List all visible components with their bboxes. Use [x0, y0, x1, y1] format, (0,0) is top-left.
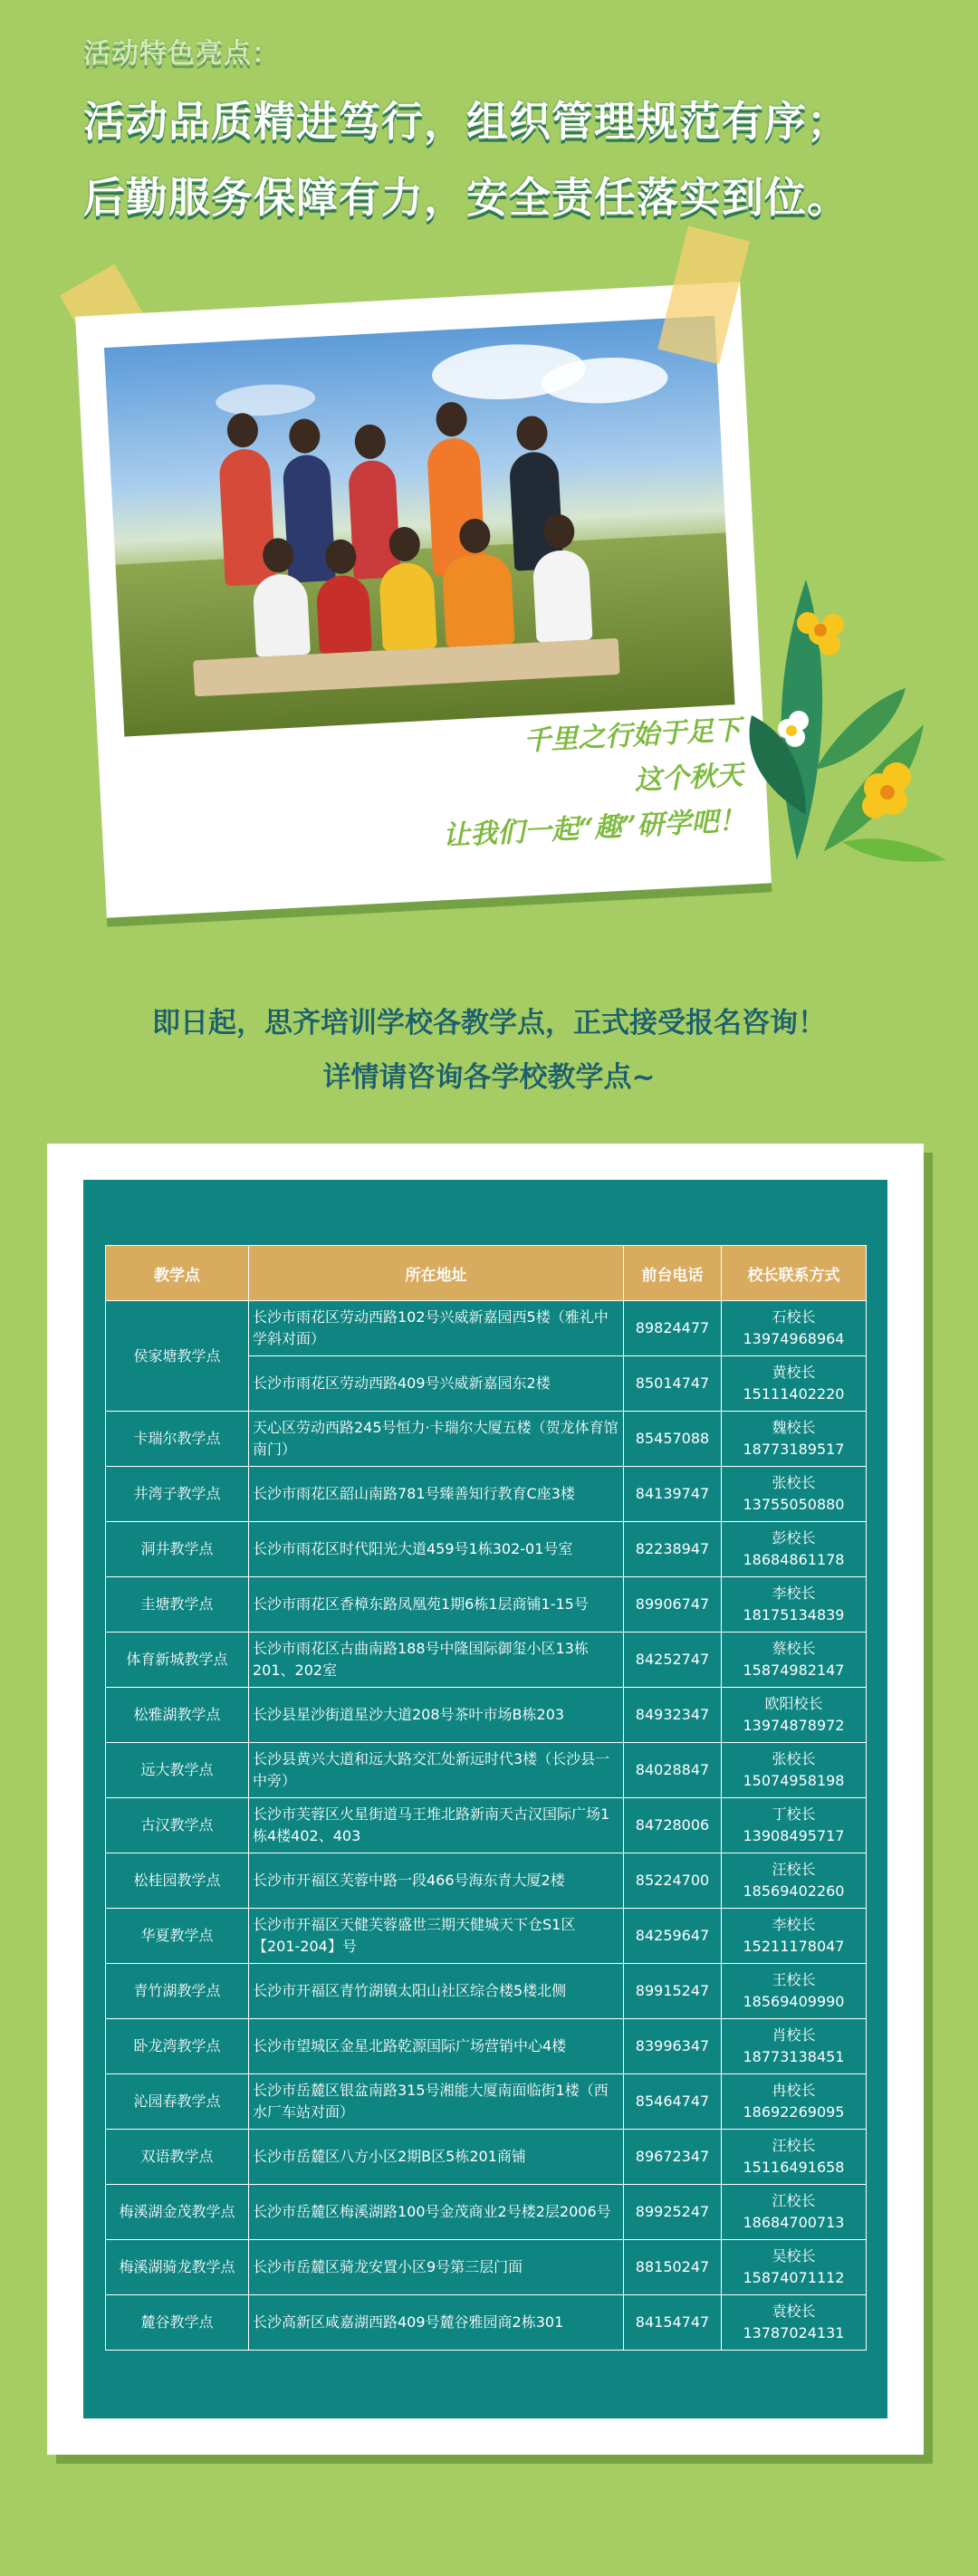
headline-faded: 活动特色亮点： — [83, 38, 280, 70]
principal-name: 黄校长 — [772, 1364, 816, 1381]
headline-line-1: 活动品质精进笃行，组织管理规范有序； — [83, 97, 849, 146]
phone-cell: 89824477 — [624, 1301, 722, 1356]
table-row — [106, 2185, 867, 2240]
site-cell: 梅溪湖骑龙教学点 — [106, 2240, 249, 2295]
caption-line-1: 千里之行始于足下 — [523, 713, 742, 758]
phone-cell: 89672347 — [624, 2130, 722, 2185]
principal-name: 汪校长 — [772, 1861, 816, 1878]
address-cell: 长沙市雨花区香樟东路凤凰苑1期6栋1层商铺1-15号 — [249, 1577, 624, 1633]
address-cell: 长沙市岳麓区梅溪湖路100号金茂商业2号楼2层2006号 — [249, 2185, 624, 2240]
intro-line-2: 详情请咨询各学校教学点~ — [322, 1061, 656, 1094]
phone-cell: 89906747 — [624, 1577, 722, 1633]
site-cell: 青竹湖教学点 — [106, 1964, 249, 2019]
table-row — [106, 1412, 867, 1467]
phone-cell: 84932347 — [624, 1688, 722, 1743]
phone-cell: 89925247 — [624, 2185, 722, 2240]
site-cell: 沁园春教学点 — [106, 2074, 249, 2130]
site-cell: 洞井教学点 — [106, 1522, 249, 1577]
table-row — [106, 2019, 867, 2074]
phone-cell: 85457088 — [624, 1412, 722, 1467]
principal-name: 汪校长 — [772, 2137, 816, 2154]
principal-cell — [722, 1909, 867, 1964]
principal-mobile: 15074958198 — [743, 1772, 845, 1789]
plant-decoration — [743, 543, 951, 869]
table-row — [106, 1909, 867, 1964]
phone-cell: 84259647 — [624, 1909, 722, 1964]
principal-name: 张校长 — [772, 1474, 816, 1491]
site-cell: 卡瑞尔教学点 — [106, 1412, 249, 1467]
address-cell: 长沙市雨花区韶山南路781号臻善知行教育C座3楼 — [249, 1467, 624, 1522]
address-cell: 长沙市雨花区古曲南路188号中隆国际御玺小区13栋201、202室 — [249, 1633, 624, 1688]
phone-cell: 85224700 — [624, 1853, 722, 1909]
site-cell: 华夏教学点 — [106, 1909, 249, 1964]
address-cell: 长沙市芙蓉区火星街道马王堆北路新南天古汉国际广场1栋4楼402、403 — [249, 1798, 624, 1853]
principal-name: 李校长 — [772, 1916, 816, 1933]
principal-cell — [722, 1688, 867, 1743]
principal-mobile: 18773189517 — [743, 1441, 845, 1458]
address-cell: 长沙市雨花区时代阳光大道459号1栋302-01号室 — [249, 1522, 624, 1577]
principal-mobile: 13755050880 — [743, 1496, 845, 1513]
principal-name: 张校长 — [772, 1750, 816, 1767]
principal-mobile: 13974968964 — [743, 1330, 845, 1347]
address-cell: 长沙市岳麓区骑龙安置小区9号第三层门面 — [249, 2240, 624, 2295]
header-principal: 校长联系方式 — [722, 1246, 867, 1301]
principal-cell — [722, 2074, 867, 2130]
header-site: 教学点 — [106, 1246, 249, 1301]
caption-line-3: 让我们一起“趣”研学吧！ — [442, 804, 747, 853]
table-body — [106, 1301, 867, 2351]
site-cell: 卧龙湾教学点 — [106, 2019, 249, 2074]
site-cell: 双语教学点 — [106, 2130, 249, 2185]
phone-cell: 85014747 — [624, 1356, 722, 1412]
site-cell: 远大教学点 — [106, 1743, 249, 1798]
phone-cell: 84154747 — [624, 2295, 722, 2351]
principal-cell — [722, 1743, 867, 1798]
address-cell: 长沙市开福区芙蓉中路一段466号海东青大厦2楼 — [249, 1853, 624, 1909]
table-row — [106, 1964, 867, 2019]
principal-cell — [722, 2185, 867, 2240]
address-cell: 长沙市雨花区劳动西路409号兴威新嘉园东2楼 — [249, 1356, 624, 1412]
header-address: 所在地址 — [249, 1246, 624, 1301]
principal-cell — [722, 2130, 867, 2185]
table-row — [106, 1688, 867, 1743]
principal-name: 江校长 — [772, 2192, 816, 2209]
principal-name: 彭校长 — [772, 1529, 816, 1547]
site-cell: 古汉教学点 — [106, 1798, 249, 1853]
table-row — [106, 1577, 867, 1633]
address-cell: 长沙县黄兴大道和远大路交汇处新远时代3楼（长沙县一中旁） — [249, 1743, 624, 1798]
table-row — [106, 1467, 867, 1522]
principal-cell — [722, 1356, 867, 1412]
site-cell: 井湾子教学点 — [106, 1467, 249, 1522]
table-row — [106, 1301, 867, 1356]
principal-mobile: 13787024131 — [743, 2324, 845, 2341]
principal-mobile: 18692269095 — [743, 2103, 845, 2121]
table-row — [106, 2130, 867, 2185]
caption-line-2: 这个秋天 — [633, 759, 744, 798]
principal-cell — [722, 2295, 867, 2351]
principal-cell — [722, 1964, 867, 2019]
table-header-row — [106, 1246, 867, 1301]
principal-name: 蔡校长 — [772, 1640, 816, 1657]
principal-name: 吴校长 — [772, 2247, 816, 2265]
principal-mobile: 15111402220 — [743, 1385, 845, 1403]
polaroid-card — [75, 282, 772, 918]
address-cell: 天心区劳动西路245号恒力·卡瑞尔大厦五楼（贺龙体育馆南门） — [249, 1412, 624, 1467]
table-row — [106, 2240, 867, 2295]
principal-mobile: 13908495717 — [743, 1827, 845, 1844]
table-row — [106, 1743, 867, 1798]
principal-cell — [722, 1522, 867, 1577]
principal-mobile: 13974878972 — [743, 1717, 845, 1734]
site-cell: 梅溪湖金茂教学点 — [106, 2185, 249, 2240]
table-card — [47, 1144, 924, 2455]
principal-cell — [722, 1301, 867, 1356]
principal-cell — [722, 1577, 867, 1633]
principal-name: 石校长 — [772, 1308, 816, 1326]
site-cell: 圭塘教学点 — [106, 1577, 249, 1633]
principal-mobile: 15211178047 — [743, 1938, 845, 1955]
principal-mobile: 18175134839 — [743, 1606, 845, 1623]
headline-line-2: 后勤服务保障有力，安全责任落实到位。 — [83, 173, 849, 222]
group-photo — [104, 316, 735, 737]
principal-mobile: 15874071112 — [743, 2269, 845, 2286]
principal-cell — [722, 1412, 867, 1467]
phone-cell: 84028847 — [624, 1743, 722, 1798]
address-cell: 长沙市岳麓区八方小区2期B区5栋201商铺 — [249, 2130, 624, 2185]
principal-mobile: 18569402260 — [743, 1882, 845, 1900]
address-cell: 长沙市岳麓区银盆南路315号湘能大厦南面临街1楼（西水厂车站对面） — [249, 2074, 624, 2130]
table-row — [106, 2074, 867, 2130]
address-cell: 长沙市雨花区劳动西路102号兴威新嘉园西5楼（雅礼中学斜对面） — [249, 1301, 624, 1356]
site-cell: 体育新城教学点 — [106, 1633, 249, 1688]
table-row — [106, 1522, 867, 1577]
principal-name: 王校长 — [772, 1971, 816, 1988]
principal-cell — [722, 1467, 867, 1522]
school-table — [105, 1245, 867, 2351]
site-cell: 侯家塘教学点 — [106, 1301, 249, 1412]
address-cell: 长沙市望城区金星北路乾源国际广场营销中心4楼 — [249, 2019, 624, 2074]
phone-cell: 84728006 — [624, 1798, 722, 1853]
principal-cell — [722, 1633, 867, 1688]
headline — [83, 38, 953, 235]
principal-name: 李校长 — [772, 1585, 816, 1602]
table-row — [106, 1798, 867, 1853]
leaf-icon — [750, 579, 947, 862]
principal-mobile: 18684861178 — [743, 1551, 845, 1568]
phone-cell: 83996347 — [624, 2019, 722, 2074]
principal-name: 丁校长 — [772, 1805, 816, 1823]
principal-mobile: 18773138451 — [743, 2048, 845, 2065]
table-row — [106, 1853, 867, 1909]
table-row — [106, 1633, 867, 1688]
site-cell: 麓谷教学点 — [106, 2295, 249, 2351]
phone-cell: 84252747 — [624, 1633, 722, 1688]
principal-cell — [722, 2240, 867, 2295]
principal-mobile: 18569409990 — [743, 1993, 845, 2010]
table-row — [106, 2295, 867, 2351]
principal-name: 欧阳校长 — [764, 1695, 823, 1712]
photo-caption — [233, 708, 746, 870]
principal-mobile: 15116491658 — [743, 2159, 845, 2176]
phone-cell: 88150247 — [624, 2240, 722, 2295]
principal-cell — [722, 1853, 867, 1909]
principal-name: 冉校长 — [772, 2082, 816, 2099]
principal-name: 肖校长 — [772, 2026, 816, 2044]
phone-cell: 89915247 — [624, 1964, 722, 2019]
address-cell: 长沙高新区咸嘉湖西路409号麓谷雅园商2栋301 — [249, 2295, 624, 2351]
intro-line-1: 即日起，思齐培训学校各教学点，正式接受报名咨询！ — [152, 1007, 826, 1039]
principal-name: 魏校长 — [772, 1419, 816, 1436]
principal-cell — [722, 2019, 867, 2074]
phone-cell: 82238947 — [624, 1522, 722, 1577]
phone-cell: 85464747 — [624, 2074, 722, 2130]
intro-text — [0, 996, 978, 1105]
principal-cell — [722, 1798, 867, 1853]
principal-name: 袁校长 — [772, 2303, 816, 2320]
principal-mobile: 15874982147 — [743, 1661, 845, 1679]
table-panel — [83, 1180, 887, 2418]
address-cell: 长沙市开福区青竹湖镇太阳山社区综合楼5楼北侧 — [249, 1964, 624, 2019]
phone-cell: 84139747 — [624, 1467, 722, 1522]
address-cell: 长沙市开福区天健芙蓉盛世三期天健城天下仓S1区【201-204】号 — [249, 1909, 624, 1964]
header-phone: 前台电话 — [624, 1246, 722, 1301]
address-cell: 长沙县星沙街道星沙大道208号茶叶市场B栋203 — [249, 1688, 624, 1743]
site-cell: 松桂园教学点 — [106, 1853, 249, 1909]
principal-mobile: 18684700713 — [743, 2214, 845, 2231]
site-cell: 松雅湖教学点 — [106, 1688, 249, 1743]
